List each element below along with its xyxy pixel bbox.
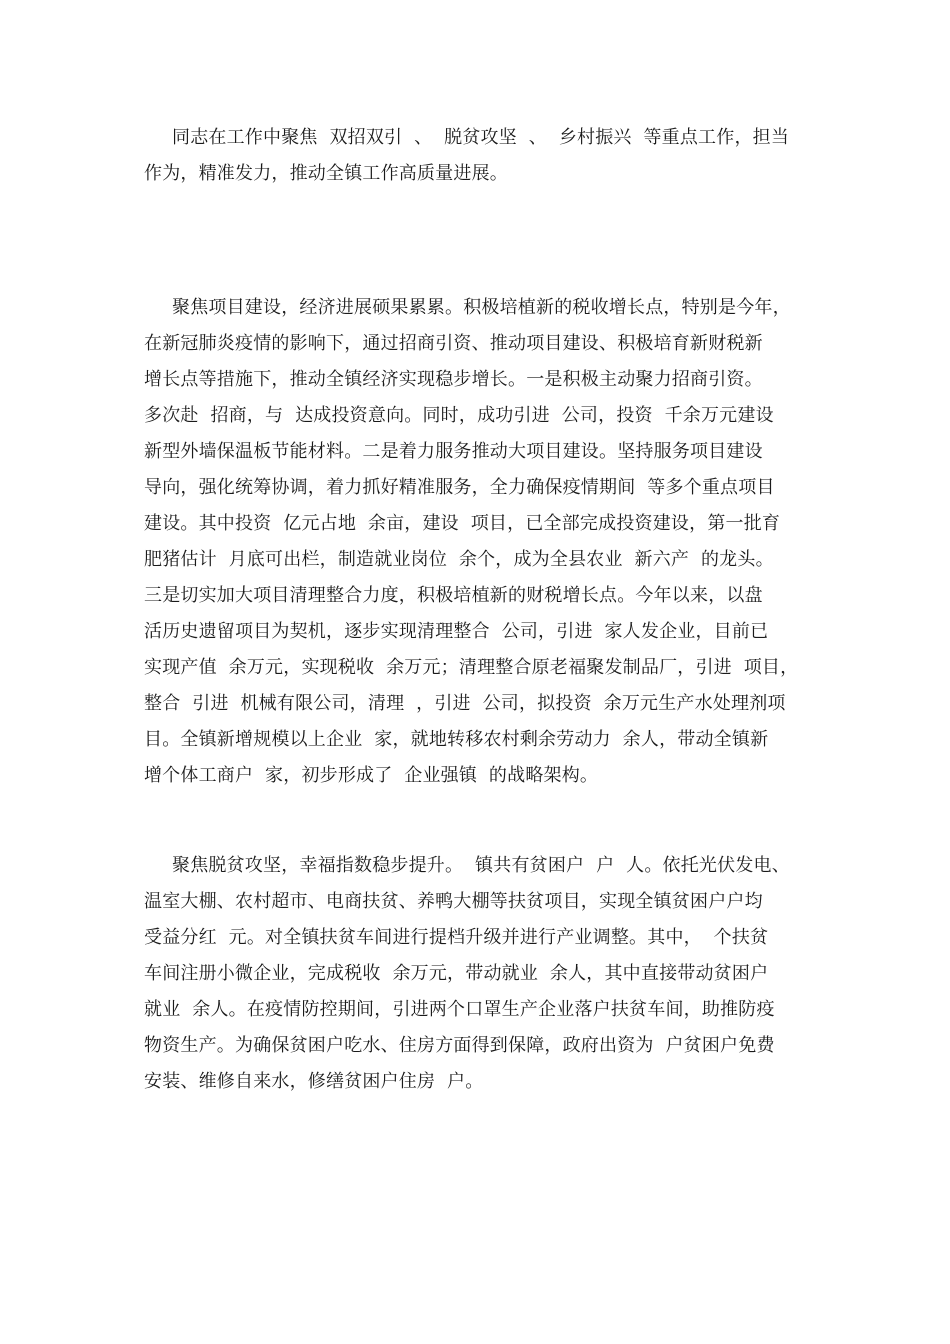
text-line: 聚焦项目建设，经济进展硕果累累。积极培植新的税收增长点，特别是今年， [172,297,791,318]
text-line: 增个体工商户 家，初步形成了 企业强镇 的战略架构。 [144,765,599,786]
text-line: 增长点等措施下，推动全镇经济实现稳步增长。一是积极主动聚力招商引资。 [144,369,763,390]
text-line: 目。全镇新增规模以上企业 家，就地转移农村剩余劳动力 余人，带动全镇新 [144,729,769,750]
text-line: 肥猪估计 月底可出栏，制造就业岗位 余个，成为全县农业 新六产 的龙头。 [144,549,774,570]
text-line: 作为，精准发力，推动全镇工作高质量进展。 [144,163,508,184]
text-line: 同志在工作中聚焦 双招双引 、 脱贫攻坚 、 乡村振兴 等重点工作，担当 [172,127,790,148]
text-line: 受益分红 元。对全镇扶贫车间进行提档升级并进行产业调整。其中， 个扶贫 [144,927,769,948]
text-line: 在新冠肺炎疫情的影响下，通过招商引资、推动项目建设、积极培育新财税新 [144,333,763,354]
text-line: 聚焦脱贫攻坚，幸福指数稳步提升。 镇共有贫困户 户 人。依托光伏发电、 [172,855,790,876]
text-line: 车间注册小微企业，完成税收 余万元，带动就业 余人，其中直接带动贫困户 [144,963,769,984]
text-line: 实现产值 余万元，实现税收 余万元；清理整合原老福聚发制品厂，引进 项目， [144,657,799,678]
text-line: 三是切实加大项目清理整合力度，积极培植新的财税增长点。今年以来，以盘 [144,585,763,606]
text-line: 就业 余人。在疫情防控期间，引进两个口罩生产企业落户扶贫车间，助推防疫 [144,999,775,1020]
text-line: 多次赴 招商，与 达成投资意向。同时，成功引进 公司，投资 千余万元建设 [144,405,774,426]
text-line: 温室大棚、农村超市、电商扶贫、养鸭大棚等扶贫项目，实现全镇贫困户户均 [144,891,763,912]
text-line: 建设。其中投资 亿元占地 余亩，建设 项目，已全部完成投资建设，第一批育 [144,513,781,534]
text-line: 导向，强化统筹协调，着力抓好精准服务，全力确保疫情期间 等多个重点项目 [144,477,775,498]
paragraph-intro [144,120,834,192]
paragraph-project-construction [144,290,834,794]
text-line: 整合 引进 机械有限公司，清理 ，引进 公司，拟投资 余万元生产水处理剂项 [144,693,786,714]
paragraph-poverty-alleviation [144,848,834,1100]
text-line: 活历史遗留项目为契机，逐步实现清理整合 公司，引进 家人发企业，目前已 [144,621,769,642]
text-line: 新型外墙保温板节能材料。二是着力服务推动大项目建设。坚持服务项目建设 [144,441,763,462]
text-line: 物资生产。为确保贫困户吃水、住房方面得到保障，政府出资为 户贫困户免费 [144,1035,775,1056]
text-line: 安装、维修自来水，修缮贫困户住房 户。 [144,1071,484,1092]
